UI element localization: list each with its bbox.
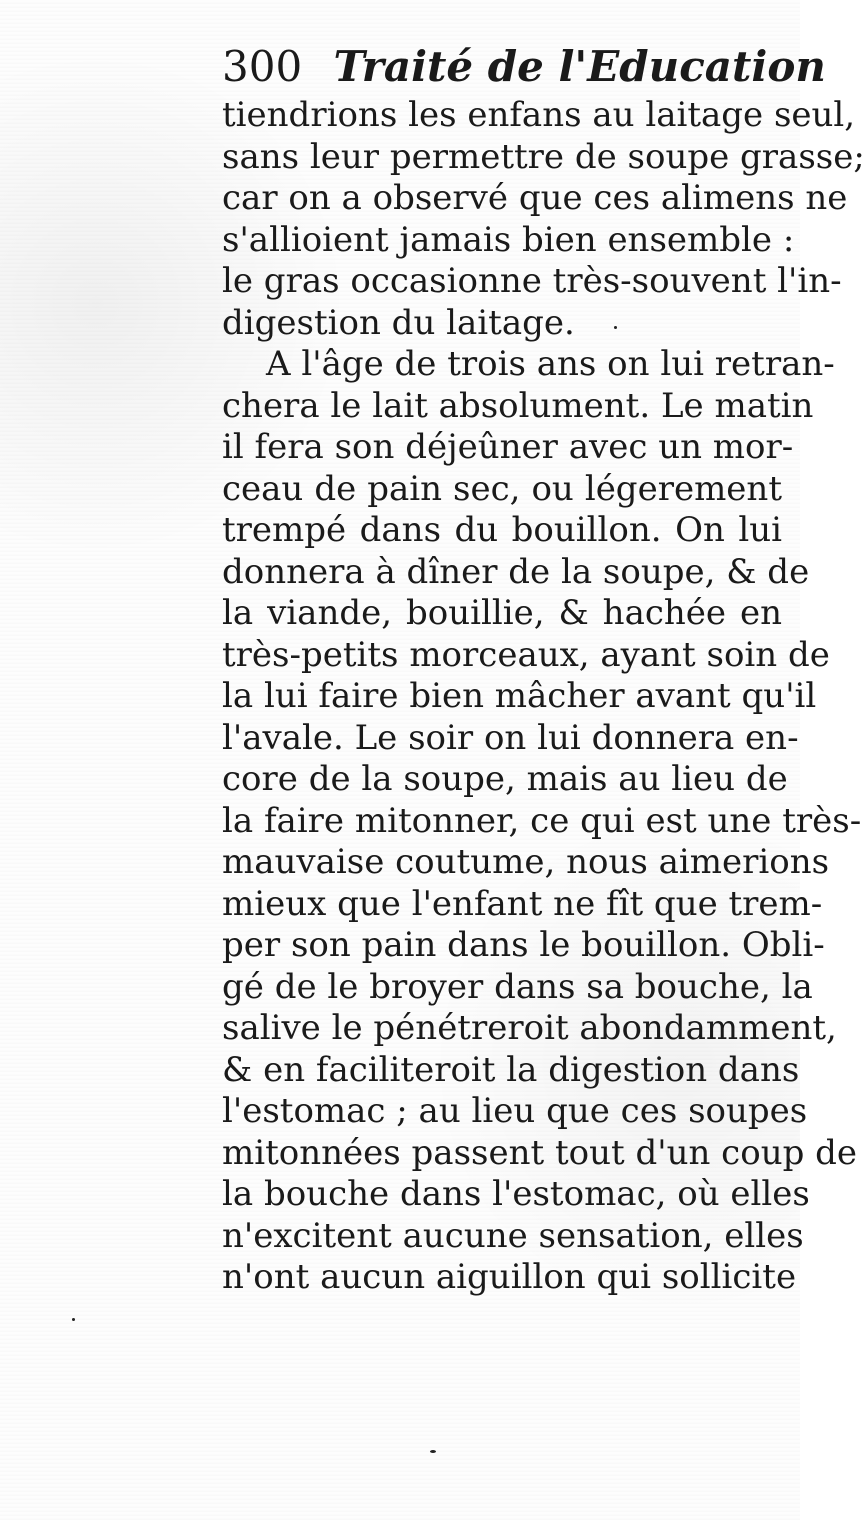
text-line: salive le pénétreroit abondamment, (222, 1008, 837, 1048)
text-line: mauvaise coutume, nous aimerions (222, 842, 830, 882)
ink-speck (72, 1318, 75, 1321)
text-line: ceau de pain sec, ou légerement (222, 468, 782, 509)
text-line: la bouche dans l'estomac, où elles (222, 1174, 810, 1214)
text-line: gé de le broyer dans sa bouche, la (222, 966, 813, 1007)
text-line: chera le lait absolument. Le matin (222, 385, 814, 426)
text-line: très-petits morceaux, ayant soin de (222, 634, 830, 675)
text-line: digestion du laitage. (222, 302, 575, 343)
ink-speck (430, 1450, 436, 1453)
text-line: n'ont aucun aiguillon qui sollicite (222, 1257, 797, 1297)
text-line: la lui faire bien mâcher avant qu'il (222, 676, 817, 716)
text-line: & en faciliteroit la digestion dans (222, 1049, 800, 1090)
page-number: 300 (222, 42, 303, 91)
text-line: tiendrions les enfans au laitage seul, (222, 95, 856, 135)
text-line: s'allioient jamais bien ensemble : (222, 219, 795, 260)
text-line: l'avale. Le soir on lui donnera en- (222, 717, 799, 758)
text-line: trempé dans du bouillon. On lui (222, 510, 782, 550)
text-line: la viande, bouillie, & hachée en (222, 593, 782, 633)
text-line: n'excitent aucune sensation, elles (222, 1215, 804, 1256)
text-line: le gras occasionne très-souvent l'in- (222, 261, 842, 301)
text-line: l'estomac ; au lieu que ces soupes (222, 1091, 808, 1131)
text-line: sans leur permettre de soupe grasse; (222, 136, 865, 177)
text-line: mieux que l'enfant ne fît que trem- (222, 883, 823, 924)
text-line: core de la soupe, mais au lieu de (222, 759, 788, 799)
running-title: Traité de l'Education (333, 42, 826, 91)
body-text (222, 95, 865, 1299)
ink-speck (614, 326, 617, 329)
text-line: per son pain dans le bouillon. Obli- (222, 925, 825, 965)
running-head (222, 38, 826, 96)
text-line: A l'âge de trois ans on lui retran- (266, 344, 835, 384)
text-line: donnera à dîner de la soupe, & de (222, 551, 810, 592)
text-line: car on a observé que ces alimens ne (222, 178, 848, 218)
text-line: mitonnées passent tout d'un coup de (222, 1132, 858, 1173)
text-line: la faire mitonner, ce qui est une très- (222, 800, 862, 841)
text-line: il fera son déjeûner avec un mor- (222, 427, 794, 467)
